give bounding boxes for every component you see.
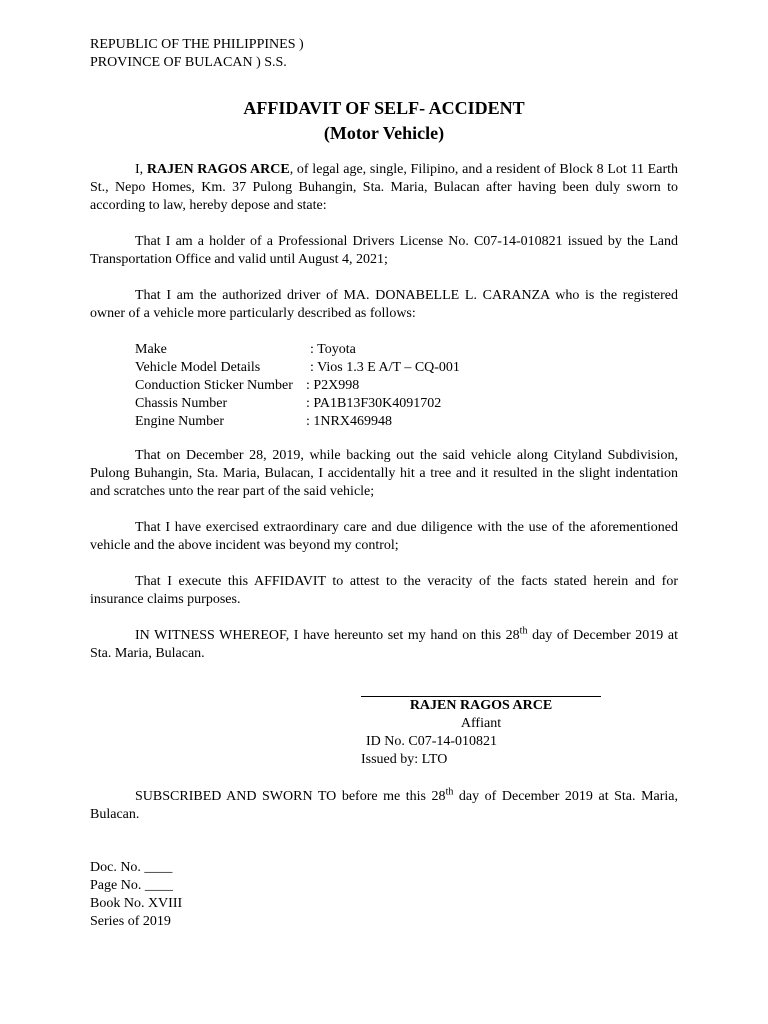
vehicle-row xyxy=(135,413,570,431)
venue-block xyxy=(90,36,490,72)
title-main: AFFIDAVIT OF SELF- ACCIDENT xyxy=(243,98,525,118)
book-number: Book No. XVIII xyxy=(90,896,183,911)
signatory-title: Affiant xyxy=(460,716,502,731)
page-number: Page No. ____ xyxy=(90,878,173,893)
signatory-issuer: Issued by: LTO xyxy=(361,752,448,767)
signature-line xyxy=(361,685,601,697)
license-paragraph: That I am a holder of a Professional Drivers License No. C07-14-010821 issued by the Land Transportation Office and valid until August 4, 2021; xyxy=(90,234,678,267)
notarial-register xyxy=(90,859,182,931)
vehicle-label: Engine Number xyxy=(135,414,225,429)
vehicle-value: : Vios 1.3 E A/T – CQ-001 xyxy=(310,360,460,375)
signature-block xyxy=(361,685,601,769)
intro-prefix: I, xyxy=(135,162,147,177)
vehicle-value: : 1NRX469948 xyxy=(306,414,392,429)
vehicle-label: Make xyxy=(135,342,167,357)
purpose-paragraph: That I execute this AFFIDAVIT to attest to the veracity of the facts stated herein and for insurance claims purposes. xyxy=(90,574,678,607)
care-paragraph: That I have exercised extraordinary care and due diligence with the use of the aforementioned vehicle and the above incident was beyond my control; xyxy=(90,520,678,553)
intro-paragraph xyxy=(90,161,678,215)
witness-text-rest: day of December 2019 at Sta. Maria, Bulacan. xyxy=(90,628,679,661)
intro-rest: , of legal age, single, Filipino, and a resident of Block 8 Lot 11 Earth St., Nepo Homes, Km. 37 Pulong Buhangin, Sta. Maria, Bulacan after having been duly sworn to according to law, hereby depose and state: xyxy=(90,162,679,213)
vehicle-label: Vehicle Model Details xyxy=(135,360,261,375)
jurat-text: SUBSCRIBED AND SWORN TO before me this 28 xyxy=(135,789,446,804)
series-year: Series of 2019 xyxy=(90,914,171,929)
vehicle-value: : Toyota xyxy=(310,342,356,357)
jurat-paragraph xyxy=(90,788,678,824)
doc-number: Doc. No. ____ xyxy=(90,860,173,875)
signatory-id: ID No. C07-14-010821 xyxy=(366,734,498,749)
vehicle-row xyxy=(135,377,570,395)
witness-text: IN WITNESS WHEREOF, I have hereunto set my hand on this 28 xyxy=(135,628,520,643)
witness-paragraph xyxy=(90,627,678,663)
vehicle-label: Chassis Number xyxy=(135,396,228,411)
document-title xyxy=(0,96,768,146)
jurat-ordinal: th xyxy=(445,786,454,798)
vehicle-value: : PA1B13F30K4091702 xyxy=(306,396,442,411)
signatory-name: RAJEN RAGOS ARCE xyxy=(409,698,553,713)
venue-line-republic: REPUBLIC OF THE PHILIPPINES ) xyxy=(90,37,304,52)
vehicle-value: : P2X998 xyxy=(306,378,360,393)
driver-paragraph: That I am the authorized driver of MA. DONABELLE L. CARANZA who is the registered owner of a vehicle more particularly described as follows: xyxy=(90,288,678,321)
vehicle-row xyxy=(135,359,570,377)
title-sub: (Motor Vehicle) xyxy=(323,123,445,143)
vehicle-row xyxy=(135,341,570,359)
incident-paragraph: That on December 28, 2019, while backing out the said vehicle along Cityland Subdivision, Pulong Buhangin, Sta. Maria, Bulacan, I accidentally hit a tree and it resulted in the slight indentation and scratches unto the rear part of the said vehicle; xyxy=(90,448,678,499)
jurat-text-rest: day of December 2019 at Sta. Maria, Bulacan. xyxy=(90,789,678,822)
vehicle-row xyxy=(135,395,570,413)
affiant-name: RAJEN RAGOS ARCE xyxy=(146,162,290,177)
vehicle-label: Conduction Sticker Number xyxy=(135,378,293,393)
vehicle-details xyxy=(135,341,570,431)
witness-ordinal: th xyxy=(519,625,528,637)
venue-line-province: PROVINCE OF BULACAN ) S.S. xyxy=(90,55,287,70)
